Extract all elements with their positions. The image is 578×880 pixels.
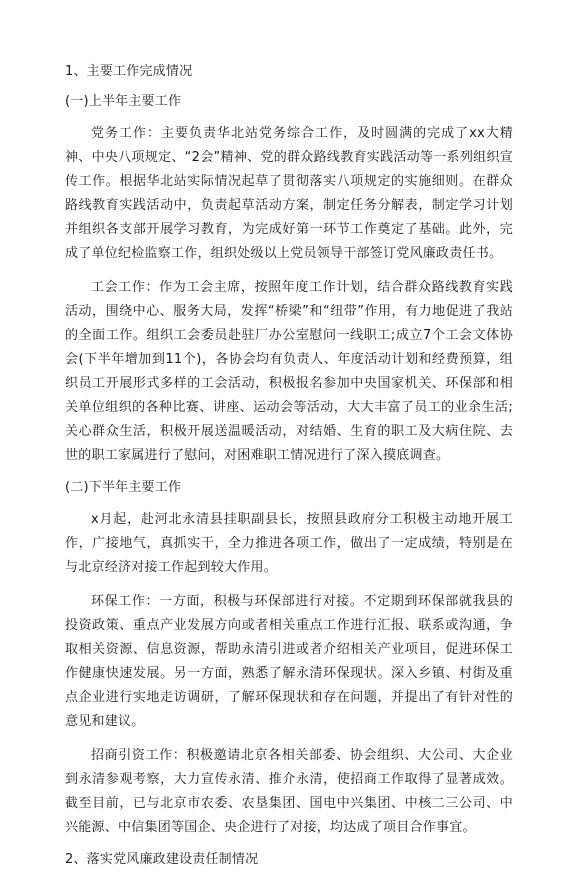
paragraph-second-half-intro: x月起，赴河北永清县挂职副县长，按照县政府分工积极主动地开展工作，广接地气，真抓实干，全力推进各项工作，做出了一定成绩，特别是在与北京经济对接工作起到较大作用。 xyxy=(65,512,513,575)
subsection-second-half-heading: (二)下半年主要工作 xyxy=(65,480,182,495)
paragraph-environment-work: 环保工作：一方面，积极与环保部进行对接。不定期到环保部就我县的投资政策、重点产业发展方向或者相关重点工作进行汇报、联系或沟通，争取相关资源、信息资源，帮助永清引进或者介绍相关产业项目，促进环保工作健康快速发展。另一方面，熟悉了解永清环保现状。深入乡镇、村街及重点企业进行实地走访调研，了解环保现状和存在问题，并提出了有针对性的意见和建议。 xyxy=(65,594,513,729)
section-1-heading: 1、主要工作完成情况 xyxy=(65,64,193,79)
paragraph-party-work: 党务工作：主要负责华北站党务综合工作，及时圆满的完成了xx大精神、中央八项规定、“2会”精神、党的群众路线教育实践活动等一系列组织宣传工作。根据华北站实际情况起草了贯彻落实八项规定的实施细则。在群众路线教育实践活动中，负责起草活动方案，制定任务分解表，制定学习计划并组织各支部开展学习教育，为完成好第一环节工作奠定了基础。此外，完成了单位纪检监察工作，组织处级以上党员领导干部签订党风廉政责任书。 xyxy=(65,126,513,261)
document-body xyxy=(65,62,513,880)
section-2-heading: 2、落实党风廉政建设责任制情况 xyxy=(65,852,259,867)
subsection-first-half-heading: (一)上半年主要工作 xyxy=(65,94,182,109)
paragraph-investment-work: 招商引资工作：积极邀请北京各相关部委、协会组织、大公司、大企业到永清参观考察，大力宣传永清、推介永清，使招商工作取得了显著成效。截至目前，已与北京市农委、农垦集团、国电中兴集团、中核二三公司、中兴能源、中信集团等国企、央企进行了对接，均达成了项目合作事宜。 xyxy=(65,748,513,835)
paragraph-union-work: 工会工作：作为工会主席，按照年度工作计划，结合群众路线教育实践活动，围绕中心、服务大局，发挥“桥梁”和“纽带”作用，有力地促进了我站的全面工作。组织工会委员赴驻厂办公室慰问一线职工;成立7个工会文体协会(下半年增加到11个)，各协会均有负责人、年度活动计划和经费预算，组织员工开展形式多样的工会活动，积极报名参加中央国家机关、环保部和相关单位组织的各种比赛、讲座、运动会等活动，大大丰富了员工的业余生活;关心群众生活，积极开展送温暖活动，对结婚、生育的职工及大病住院、去世的职工家属进行了慰问，对困难职工情况进行了深入摸底调查。 xyxy=(65,280,513,463)
